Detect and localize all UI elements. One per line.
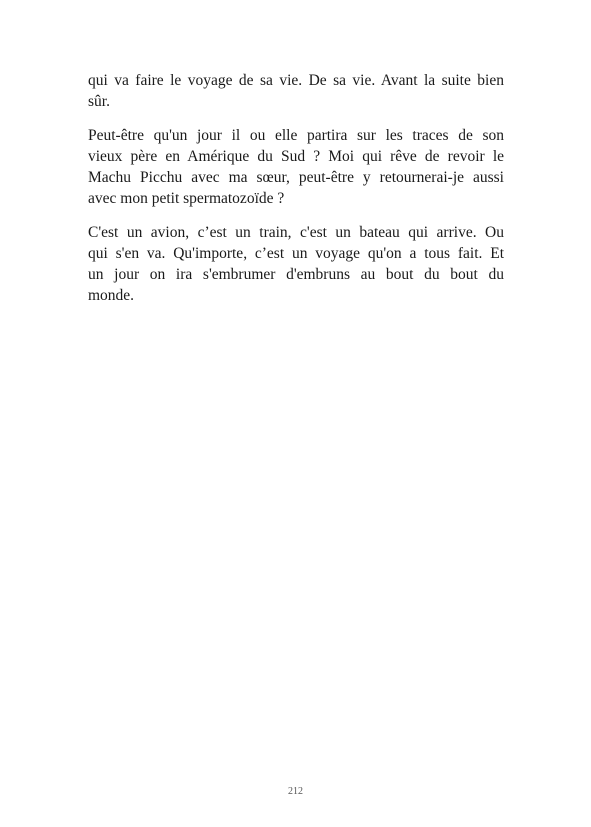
paragraph-1: [88, 70, 504, 112]
text-line: qui va faire le voyage de sa vie. De sa vie. Avant la suite bien: [88, 72, 504, 89]
paragraph-2: [88, 125, 504, 209]
text-line: Peut-être qu'un jour il ou elle partira sur les traces de son: [88, 127, 504, 144]
text-line: vieux père en Amérique du Sud ? Moi qui rêve de revoir le: [88, 148, 504, 165]
text-line: C'est un avion, c’est un train, c'est un bateau qui arrive. Ou: [88, 224, 504, 241]
text-line: sûr.: [88, 93, 110, 110]
text-line: monde.: [88, 287, 135, 304]
text-line: avec mon petit spermatozoïde ?: [88, 190, 285, 207]
text-line: qui s'en va. Qu'importe, c’est un voyage qu'on a tous fait. Et: [88, 245, 504, 262]
paragraph-3: [88, 222, 504, 306]
text-line: un jour on ira s'embrumer d'embruns au bout du bout du: [88, 266, 504, 283]
text-line: Machu Picchu avec ma sœur, peut-être y retournerai-je aussi: [88, 169, 504, 186]
page-number: 212: [288, 786, 303, 797]
body-text: [88, 70, 504, 319]
